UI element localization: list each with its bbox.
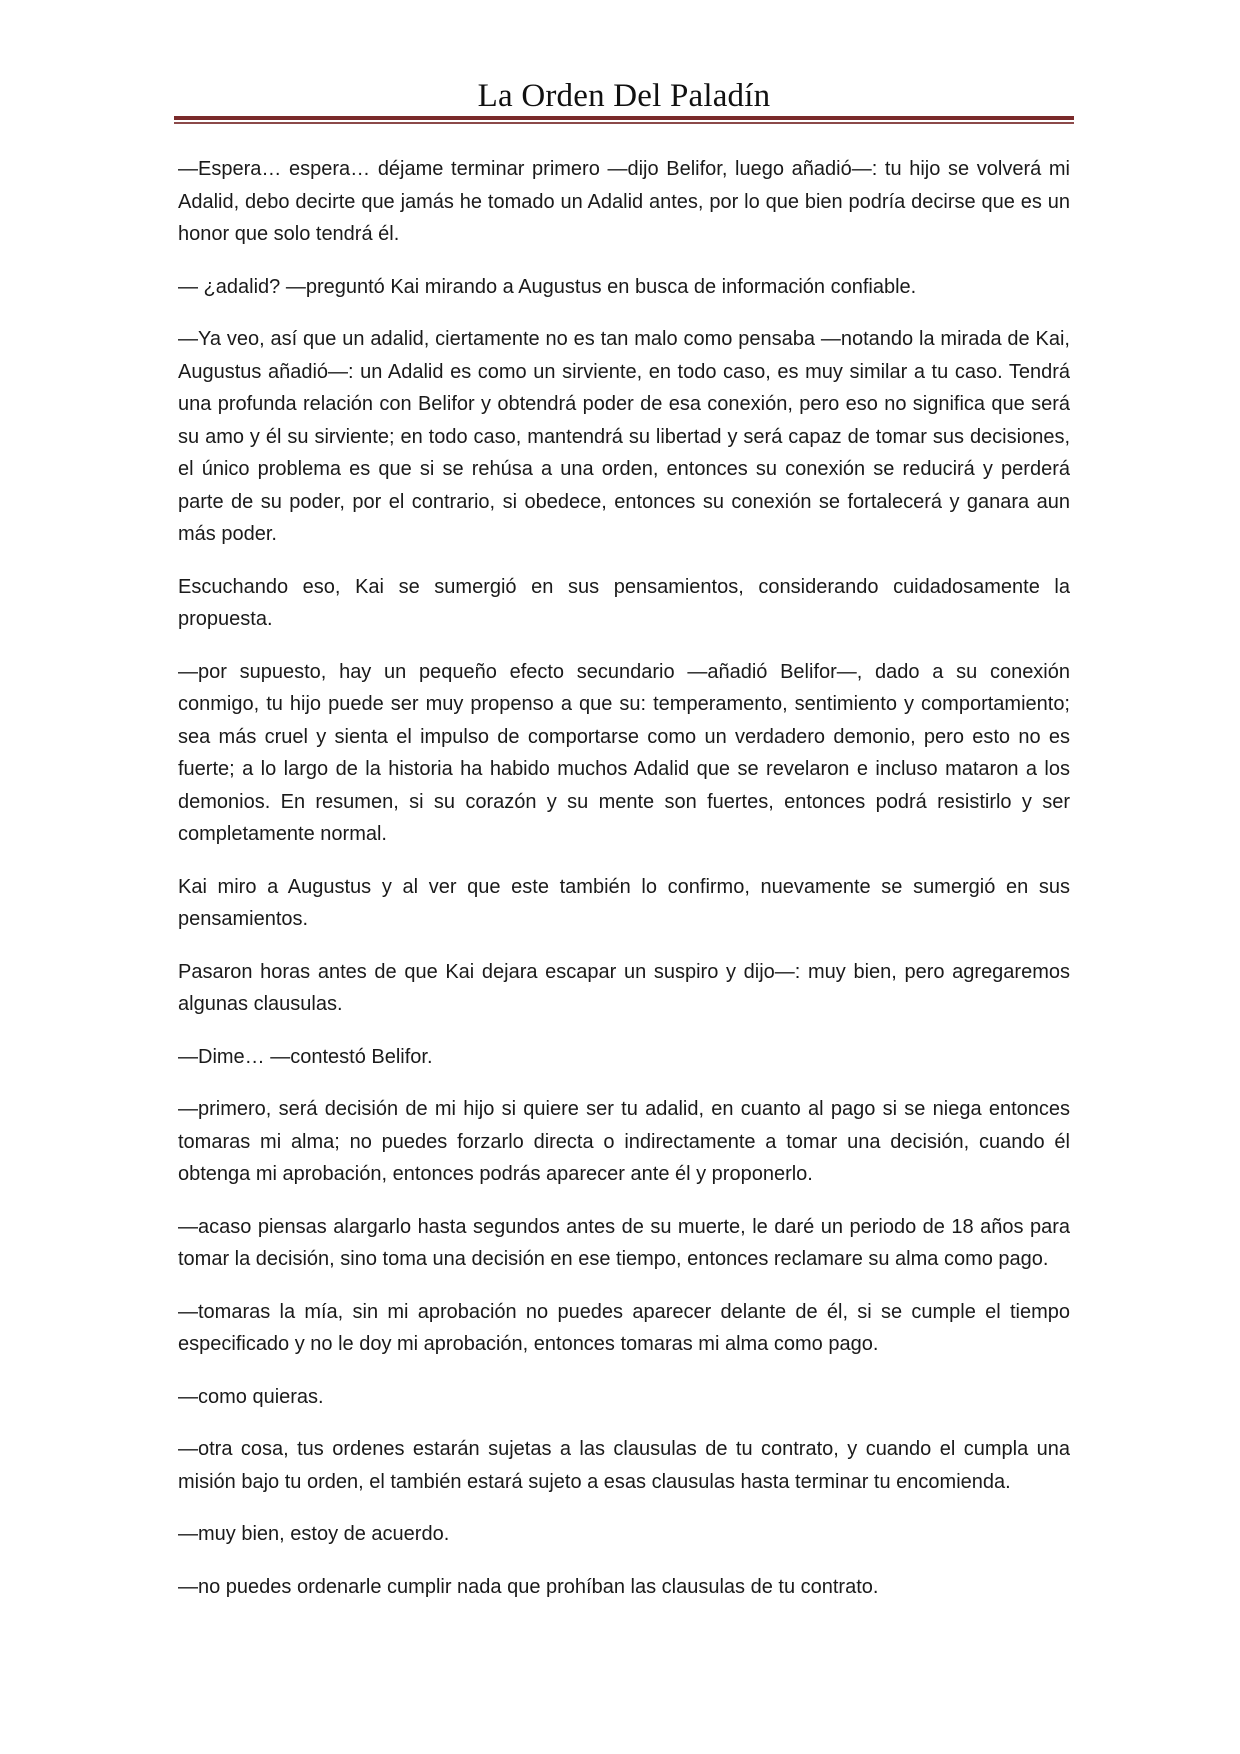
paragraph: — ¿adalid? —preguntó Kai mirando a Augustus en busca de información confiable. xyxy=(178,275,917,298)
paragraph: —por supuesto, hay un pequeño efecto secundario —añadió Belifor—, dado a su conexión conmigo, tu hijo puede ser muy propenso a que su: temperamento, sentimiento y comportamiento; sea más cruel y sienta el impulso de comportarse como un verdadero demonio, pero esto no es fuerte; a lo largo de la historia ha habido muchos Adalid que se revelaron e incluso mataron a los demonios. En resumen, si su corazón y su mente son fuertes, entonces podrá resistirlo y ser completamente normal. xyxy=(178,660,1070,845)
paragraph: —como quieras. xyxy=(178,1385,324,1408)
paragraph: —no puedes ordenarle cumplir nada que prohíban las clausulas de tu contrato. xyxy=(178,1575,879,1598)
header-rule-thin xyxy=(174,122,1074,124)
header-rule xyxy=(174,116,1074,126)
paragraph: —Espera… espera… déjame terminar primero —dijo Belifor, luego añadió—: tu hijo se volverá mi Adalid, debo decirte que jamás he tomado un Adalid antes, por lo que bien podría decirse que es un honor que solo tendrá él. xyxy=(178,158,1070,245)
paragraph: —Ya veo, así que un adalid, ciertamente no es tan malo como pensaba —notando la mirada de Kai, Augustus añadió—: un Adalid es como un sirviente, en todo caso, es muy similar a tu caso. Tendrá una profunda relación con Belifor y obtendrá poder de esa conexión, pero eso no significa que será su amo y él su sirviente; en todo caso, mantendrá su libertad y será capaz de tomar sus decisiones, el único problema es que si se rehúsa a una orden, entonces su conexión se reducirá y perderá parte de su poder, por el contrario, si obedece, entonces su conexión se fortalecerá y ganara aun más poder. xyxy=(178,328,1070,545)
paragraph: —Dime… —contestó Belifor. xyxy=(178,1045,433,1068)
paragraph: —muy bien, estoy de acuerdo. xyxy=(178,1523,450,1545)
paragraph: —primero, será decisión de mi hijo si quiere ser tu adalid, en cuanto al pago si se niega entonces tomaras mi alma; no puedes forzarlo directa o indirectamente a tomar una decisión, cuando él obtenga mi aprobación, entonces podrás aparecer ante él y proponerlo. xyxy=(178,1098,1070,1185)
paragraph: Pasaron horas antes de que Kai dejara escapar un suspiro y dijo—: muy bien, pero agregaremos algunas clausulas. xyxy=(178,960,1070,1015)
paragraph: —acaso piensas alargarlo hasta segundos antes de su muerte, le daré un periodo de 18 años para tomar la decisión, sino toma una decisión en ese tiempo, entonces reclamare su alma como pago. xyxy=(178,1215,1070,1270)
header-title: La Orden Del Paladín xyxy=(477,78,771,114)
paragraph: Kai miro a Augustus y al ver que este también lo confirmo, nuevamente se sumergió en sus pensamientos. xyxy=(178,875,1070,930)
paragraph: —otra cosa, tus ordenes estarán sujetas a las clausulas de tu contrato, y cuando el cumpla una misión bajo tu orden, el también estará sujeto a esas clausulas hasta terminar tu encomienda. xyxy=(178,1438,1070,1493)
body-text xyxy=(178,153,1070,1623)
page-header xyxy=(174,70,1074,122)
paragraph: —tomaras la mía, sin mi aprobación no puedes aparecer delante de él, si se cumple el tiempo especificado y no le doy mi aprobación, entonces tomaras mi alma como pago. xyxy=(178,1300,1070,1355)
paragraph: Escuchando eso, Kai se sumergió en sus pensamientos, considerando cuidadosamente la propuesta. xyxy=(178,575,1070,630)
header-rule-thick xyxy=(174,116,1074,120)
